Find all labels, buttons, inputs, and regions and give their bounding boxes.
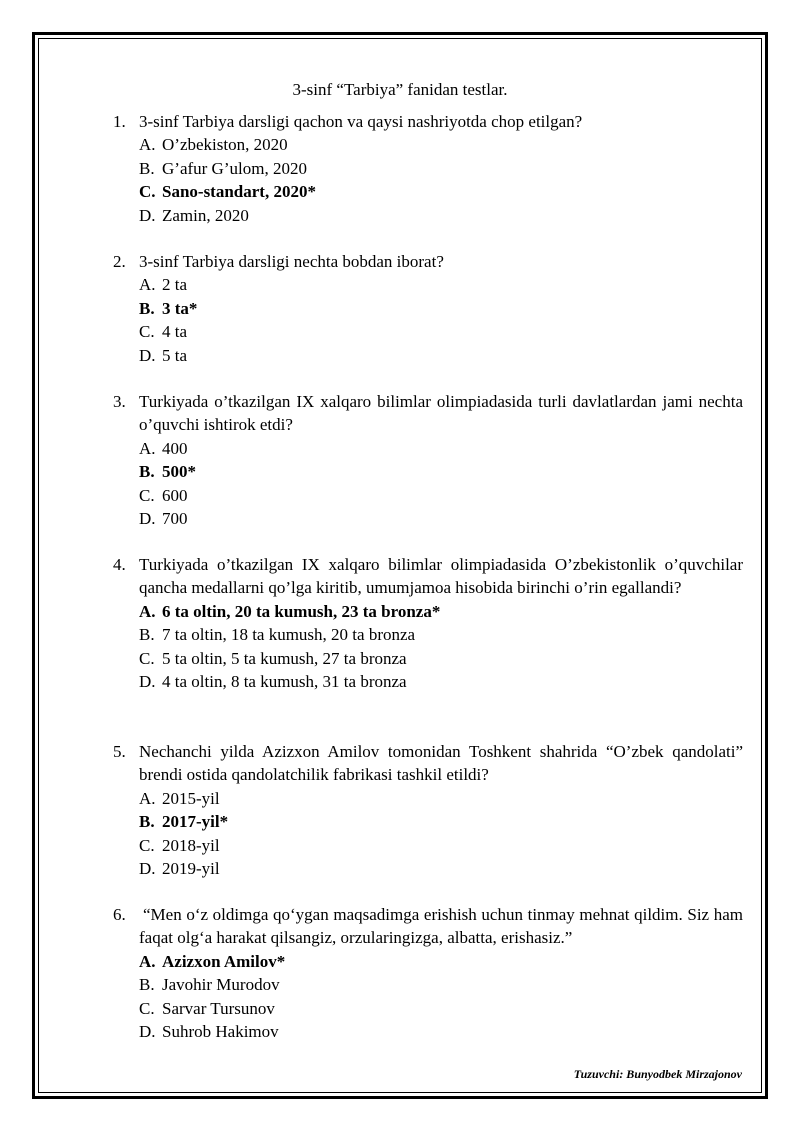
option-letter: A. bbox=[139, 788, 156, 808]
option-text: 4 ta bbox=[162, 322, 188, 342]
option-text: 6 ta oltin, 20 ta kumush, 23 ta bronza* bbox=[162, 601, 441, 621]
page-title: 3-sinf “Tarbiya” fanidan testlar. bbox=[292, 80, 508, 99]
option-text: 2019-yil bbox=[162, 859, 220, 879]
options-list bbox=[139, 600, 743, 694]
option-text: 3 ta* bbox=[162, 298, 198, 318]
question-number: 4. bbox=[113, 555, 126, 574]
options-list bbox=[139, 437, 743, 531]
option-letter: A. bbox=[139, 275, 156, 295]
option-text: 7 ta oltin, 18 ta kumush, 20 ta bronza bbox=[162, 625, 416, 645]
option-b bbox=[139, 157, 743, 180]
option-letter: D. bbox=[139, 859, 156, 879]
option-b bbox=[139, 973, 743, 996]
option-a bbox=[139, 133, 743, 156]
option-c bbox=[139, 647, 743, 670]
question-number: 2. bbox=[113, 252, 126, 271]
option-a-correct bbox=[139, 950, 743, 973]
option-text: 600 bbox=[162, 485, 188, 505]
option-text: Javohir Murodov bbox=[162, 975, 280, 995]
option-text: Sano-standart, 2020* bbox=[162, 182, 316, 202]
option-text: 2 ta bbox=[162, 275, 188, 295]
option-a-correct bbox=[139, 600, 743, 623]
option-letter: D. bbox=[139, 345, 156, 365]
question-4 bbox=[113, 553, 743, 693]
option-letter: C. bbox=[139, 835, 155, 855]
option-a bbox=[139, 273, 743, 296]
option-text: 700 bbox=[162, 509, 188, 529]
option-text: Zamin, 2020 bbox=[162, 205, 249, 225]
option-b-correct bbox=[139, 460, 743, 483]
question-number: 5. bbox=[113, 742, 126, 761]
option-c bbox=[139, 484, 743, 507]
option-letter: A. bbox=[139, 135, 156, 155]
option-d bbox=[139, 204, 743, 227]
option-d bbox=[139, 507, 743, 530]
options-list bbox=[139, 787, 743, 881]
option-d bbox=[139, 344, 743, 367]
question-6 bbox=[113, 903, 743, 1043]
option-text: Suhrob Hakimov bbox=[162, 1022, 279, 1042]
option-letter: C. bbox=[139, 648, 155, 668]
question-text: 3-sinf Tarbiya darsligi qachon va qaysi nashriyotda chop etilgan? bbox=[139, 112, 583, 131]
question-text: Turkiyada o’tkazilgan IX xalqaro bilimlar olimpiadasida O’zbekistonlik o’quvchilar qancha medallarni qo’lga kiritib, umumjamoa hisobida birinchi o’rin egallandi? bbox=[139, 555, 743, 598]
option-letter: A. bbox=[139, 438, 156, 458]
option-text: 500* bbox=[162, 462, 196, 482]
option-b-correct bbox=[139, 297, 743, 320]
option-letter: C. bbox=[139, 485, 155, 505]
question-2 bbox=[113, 250, 743, 367]
option-a bbox=[139, 437, 743, 460]
option-c bbox=[139, 834, 743, 857]
option-c bbox=[139, 320, 743, 343]
option-text: Azizxon Amilov* bbox=[162, 951, 286, 971]
option-letter: B. bbox=[139, 625, 155, 645]
option-a bbox=[139, 787, 743, 810]
question-5 bbox=[113, 740, 743, 880]
option-text: 2015-yil bbox=[162, 788, 220, 808]
options-list bbox=[139, 950, 743, 1044]
option-d bbox=[139, 1020, 743, 1043]
option-text: 2017-yil* bbox=[162, 812, 229, 832]
question-number: 6. bbox=[113, 905, 126, 924]
option-c-correct bbox=[139, 180, 743, 203]
option-letter: C. bbox=[139, 322, 155, 342]
option-d bbox=[139, 857, 743, 880]
option-letter: D. bbox=[139, 205, 156, 225]
option-text: 5 ta oltin, 5 ta kumush, 27 ta bronza bbox=[162, 648, 407, 668]
options-list bbox=[139, 273, 743, 367]
option-b-correct bbox=[139, 810, 743, 833]
option-letter: B. bbox=[139, 812, 155, 832]
option-letter: D. bbox=[139, 1022, 156, 1042]
option-text: 4 ta oltin, 8 ta kumush, 31 ta bronza bbox=[162, 672, 407, 692]
question-text: “Men o‘z oldimga qo‘ygan maqsadimga erishish uchun tinmay mehnat qildim. Siz ham faqat olg‘a harakat qilsangiz, orzularingizga, albatta, erishasiz.” bbox=[139, 905, 743, 948]
option-letter: D. bbox=[139, 672, 156, 692]
option-d bbox=[139, 670, 743, 693]
option-text: 400 bbox=[162, 438, 188, 458]
option-letter: B. bbox=[139, 158, 155, 178]
question-3 bbox=[113, 390, 743, 530]
question-1 bbox=[113, 110, 743, 227]
option-letter: B. bbox=[139, 462, 155, 482]
option-text: Sarvar Tursunov bbox=[162, 998, 275, 1018]
option-letter: B. bbox=[139, 298, 155, 318]
option-c bbox=[139, 997, 743, 1020]
question-text: 3-sinf Tarbiya darsligi nechta bobdan iborat? bbox=[139, 252, 444, 271]
option-text: G’afur G’ulom, 2020 bbox=[162, 158, 307, 178]
question-text: Turkiyada o’tkazilgan IX xalqaro bilimlar olimpiadasida turli davlatlardan jami nechta o’quvchi ishtirok etdi? bbox=[139, 392, 743, 435]
option-letter: B. bbox=[139, 975, 155, 995]
option-letter: C. bbox=[139, 998, 155, 1018]
option-text: 2018-yil bbox=[162, 835, 220, 855]
author-footer: Tuzuvchi: Bunyodbek Mirzajonov bbox=[573, 1067, 742, 1081]
option-letter: C. bbox=[139, 182, 156, 202]
question-number: 3. bbox=[113, 392, 126, 411]
option-b bbox=[139, 623, 743, 646]
question-number: 1. bbox=[113, 112, 126, 131]
options-list bbox=[139, 133, 743, 227]
option-text: 5 ta bbox=[162, 345, 188, 365]
option-letter: D. bbox=[139, 509, 156, 529]
option-letter: A. bbox=[139, 951, 156, 971]
option-letter: A. bbox=[139, 601, 156, 621]
option-text: O’zbekiston, 2020 bbox=[162, 135, 288, 155]
question-text: Nechanchi yilda Azizxon Amilov tomonidan Toshkent shahrida “O’zbek qandolati” brendi ostida qandolatchilik fabrikasi tashkil etildi? bbox=[139, 742, 743, 785]
